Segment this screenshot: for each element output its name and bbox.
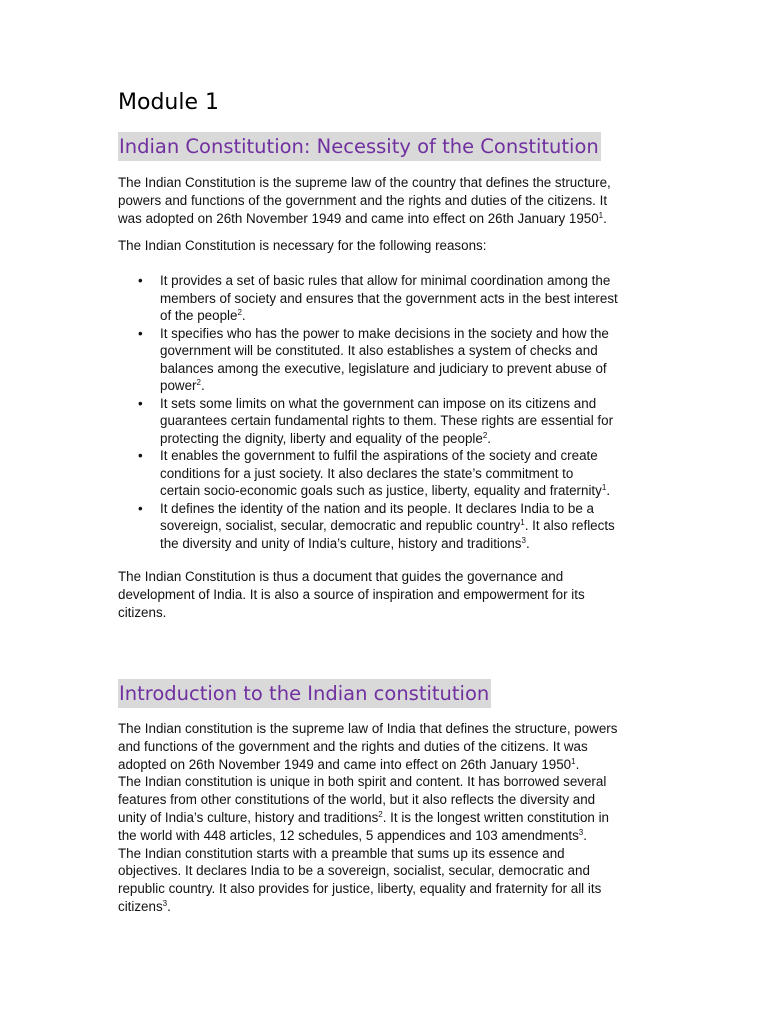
text-line [160, 447, 618, 465]
line-text: citizens [118, 898, 163, 914]
line-text: The Indian constitution is unique in both spirit and content. It has borrowed several [118, 774, 607, 790]
line-text: republic country. It also provides for justice, liberty, equality and fraternity for all its [118, 881, 602, 897]
section-heading-introduction: Introduction to the Indian constitution [118, 679, 491, 708]
reasons-list [138, 272, 618, 552]
bullet-icon: • [138, 325, 143, 341]
bullet-icon: • [138, 273, 143, 288]
introduction-paragraph [118, 720, 648, 916]
text-line [118, 568, 648, 586]
line-text: government will be constituted. It also establishes a system of checks and [160, 343, 598, 358]
line-text: adopted on 26th November 1949 and came into effect on 26th January 1950 [118, 756, 572, 772]
text-line [118, 791, 648, 809]
bullet-icon: • [138, 500, 143, 516]
footnote-ref: 2 [237, 308, 242, 317]
footnote-ref: 2 [378, 809, 383, 819]
line-text: and functions of the government and the rights and duties of the citizens. It was [118, 738, 588, 754]
line-text: members of society and ensures that the government acts in the best interest [160, 290, 618, 306]
line-text: sovereign, socialist, secular, democratic and republic country [160, 518, 521, 533]
text-line [160, 377, 618, 395]
list-item [138, 325, 618, 395]
text-line [118, 845, 648, 863]
line-tail: . It is the longest written constitution in [382, 809, 610, 825]
line-text: guarantees certain fundamental rights to them. These rights are essential for [160, 413, 614, 428]
text-line [118, 586, 648, 604]
line-tail: . [575, 756, 580, 772]
line-text: development of India. It is also a source of inspiration and empowerment for its [118, 586, 585, 602]
line-text: balances among the executive, legislature and judiciary to prevent abuse of [160, 360, 607, 376]
footnote-ref: 1 [520, 518, 525, 527]
footnote-ref: 3 [521, 535, 526, 545]
footnote-ref: 1 [598, 210, 604, 220]
line-text: objectives. It declares India to be a sovereign, socialist, secular, democratic and [118, 863, 590, 879]
text-line [118, 604, 648, 622]
line-text: powers and functions of the government and the rights and duties of the citizens. It [118, 192, 608, 208]
line-tail: . [487, 430, 492, 446]
text-line [118, 738, 648, 756]
section-heading-necessity: Indian Constitution: Necessity of the Constitution [118, 132, 601, 161]
line-tail: . [603, 210, 607, 226]
text-line [160, 535, 618, 553]
line-text: power [160, 378, 197, 393]
line-text: features from other constitutions of the world, but it also reflects the diversity and [118, 792, 596, 808]
line-tail: . [200, 378, 205, 393]
footnote-ref: 1 [601, 483, 607, 492]
bullet-icon: • [138, 395, 143, 411]
list-item [138, 500, 618, 553]
text-line [160, 395, 618, 413]
module-title: Module 1 [118, 90, 219, 115]
line-text: of the people [160, 308, 238, 323]
line-text: The Indian constitution starts with a preamble that sums up its essence and [118, 845, 565, 861]
text-line [118, 809, 648, 827]
line-tail: . [606, 483, 611, 498]
text-line [118, 898, 648, 916]
line-tail: . [525, 535, 530, 551]
line-text: unity of India’s culture, history and traditions [118, 809, 379, 825]
line-text: It defines the identity of the nation and its people. It declares India to be a [160, 500, 594, 516]
line-text: The Indian Constitution is the supreme law of the country that defines the structure, [118, 175, 611, 190]
line-tail: . [241, 308, 246, 323]
text-line [160, 272, 618, 290]
line-tail: . [583, 827, 587, 843]
text-line [118, 720, 648, 738]
bullet-icon: • [138, 448, 143, 463]
text-line [118, 862, 648, 880]
text-line [160, 517, 618, 535]
line-tail: . [167, 898, 171, 914]
reasons-intro [118, 237, 648, 255]
line-text: certain socio-economic goals such as justice, liberty, equality and fraternity [160, 483, 602, 498]
line-text: It sets some limits on what the government can impose on its citizens and [160, 395, 597, 411]
text-line [160, 465, 618, 483]
conclusion-paragraph [118, 568, 648, 621]
line-text: was adopted on 26th November 1949 and came into effect on 26th January 1950 [118, 210, 599, 226]
list-item [138, 272, 618, 325]
line-text: conditions for a just society. It also declares the state’s commitment to [160, 465, 574, 481]
line-text: It specifies who has the power to make decisions in the society and how the [160, 325, 609, 341]
text-line [160, 342, 618, 360]
line-text: citizens. [118, 604, 167, 620]
text-line [160, 430, 618, 448]
line-text: It enables the government to fulfil the aspirations of the society and create [160, 448, 598, 463]
reasons-intro-text: The Indian Constitution is necessary for the following reasons: [118, 238, 487, 253]
text-line [118, 756, 648, 774]
line-text: the world with 448 articles, 12 schedules, 5 appendices and 103 amendments [118, 827, 579, 843]
list-item [138, 447, 618, 500]
line-text: the diversity and unity of India’s culture, history and traditions [160, 535, 522, 551]
text-line [160, 325, 618, 343]
text-line [118, 880, 648, 898]
text-line [160, 482, 618, 500]
text-line [160, 360, 618, 378]
line-text: The Indian constitution is the supreme law of India that defines the structure, powers [118, 721, 618, 736]
text-line [118, 210, 648, 228]
intro-paragraph [118, 174, 648, 227]
line-text: It provides a set of basic rules that allow for minimal coordination among the [160, 273, 611, 288]
text-line [160, 412, 618, 430]
line-tail: . It also reflects [524, 518, 615, 533]
footnote-ref: 1 [571, 756, 576, 766]
text-line [118, 192, 648, 210]
footnote-ref: 3 [578, 827, 584, 837]
text-line [160, 307, 618, 325]
text-line [118, 773, 648, 791]
text-line [160, 290, 618, 308]
footnote-ref: 2 [196, 378, 201, 387]
line-text: The Indian Constitution is thus a document that guides the governance and [118, 569, 564, 584]
footnote-ref: 3 [162, 898, 168, 908]
line-text: protecting the dignity, liberty and equality of the people [160, 430, 483, 446]
text-line [160, 500, 618, 518]
text-line [118, 174, 648, 192]
footnote-ref: 2 [482, 430, 488, 440]
text-line [118, 827, 648, 845]
list-item [138, 395, 618, 448]
